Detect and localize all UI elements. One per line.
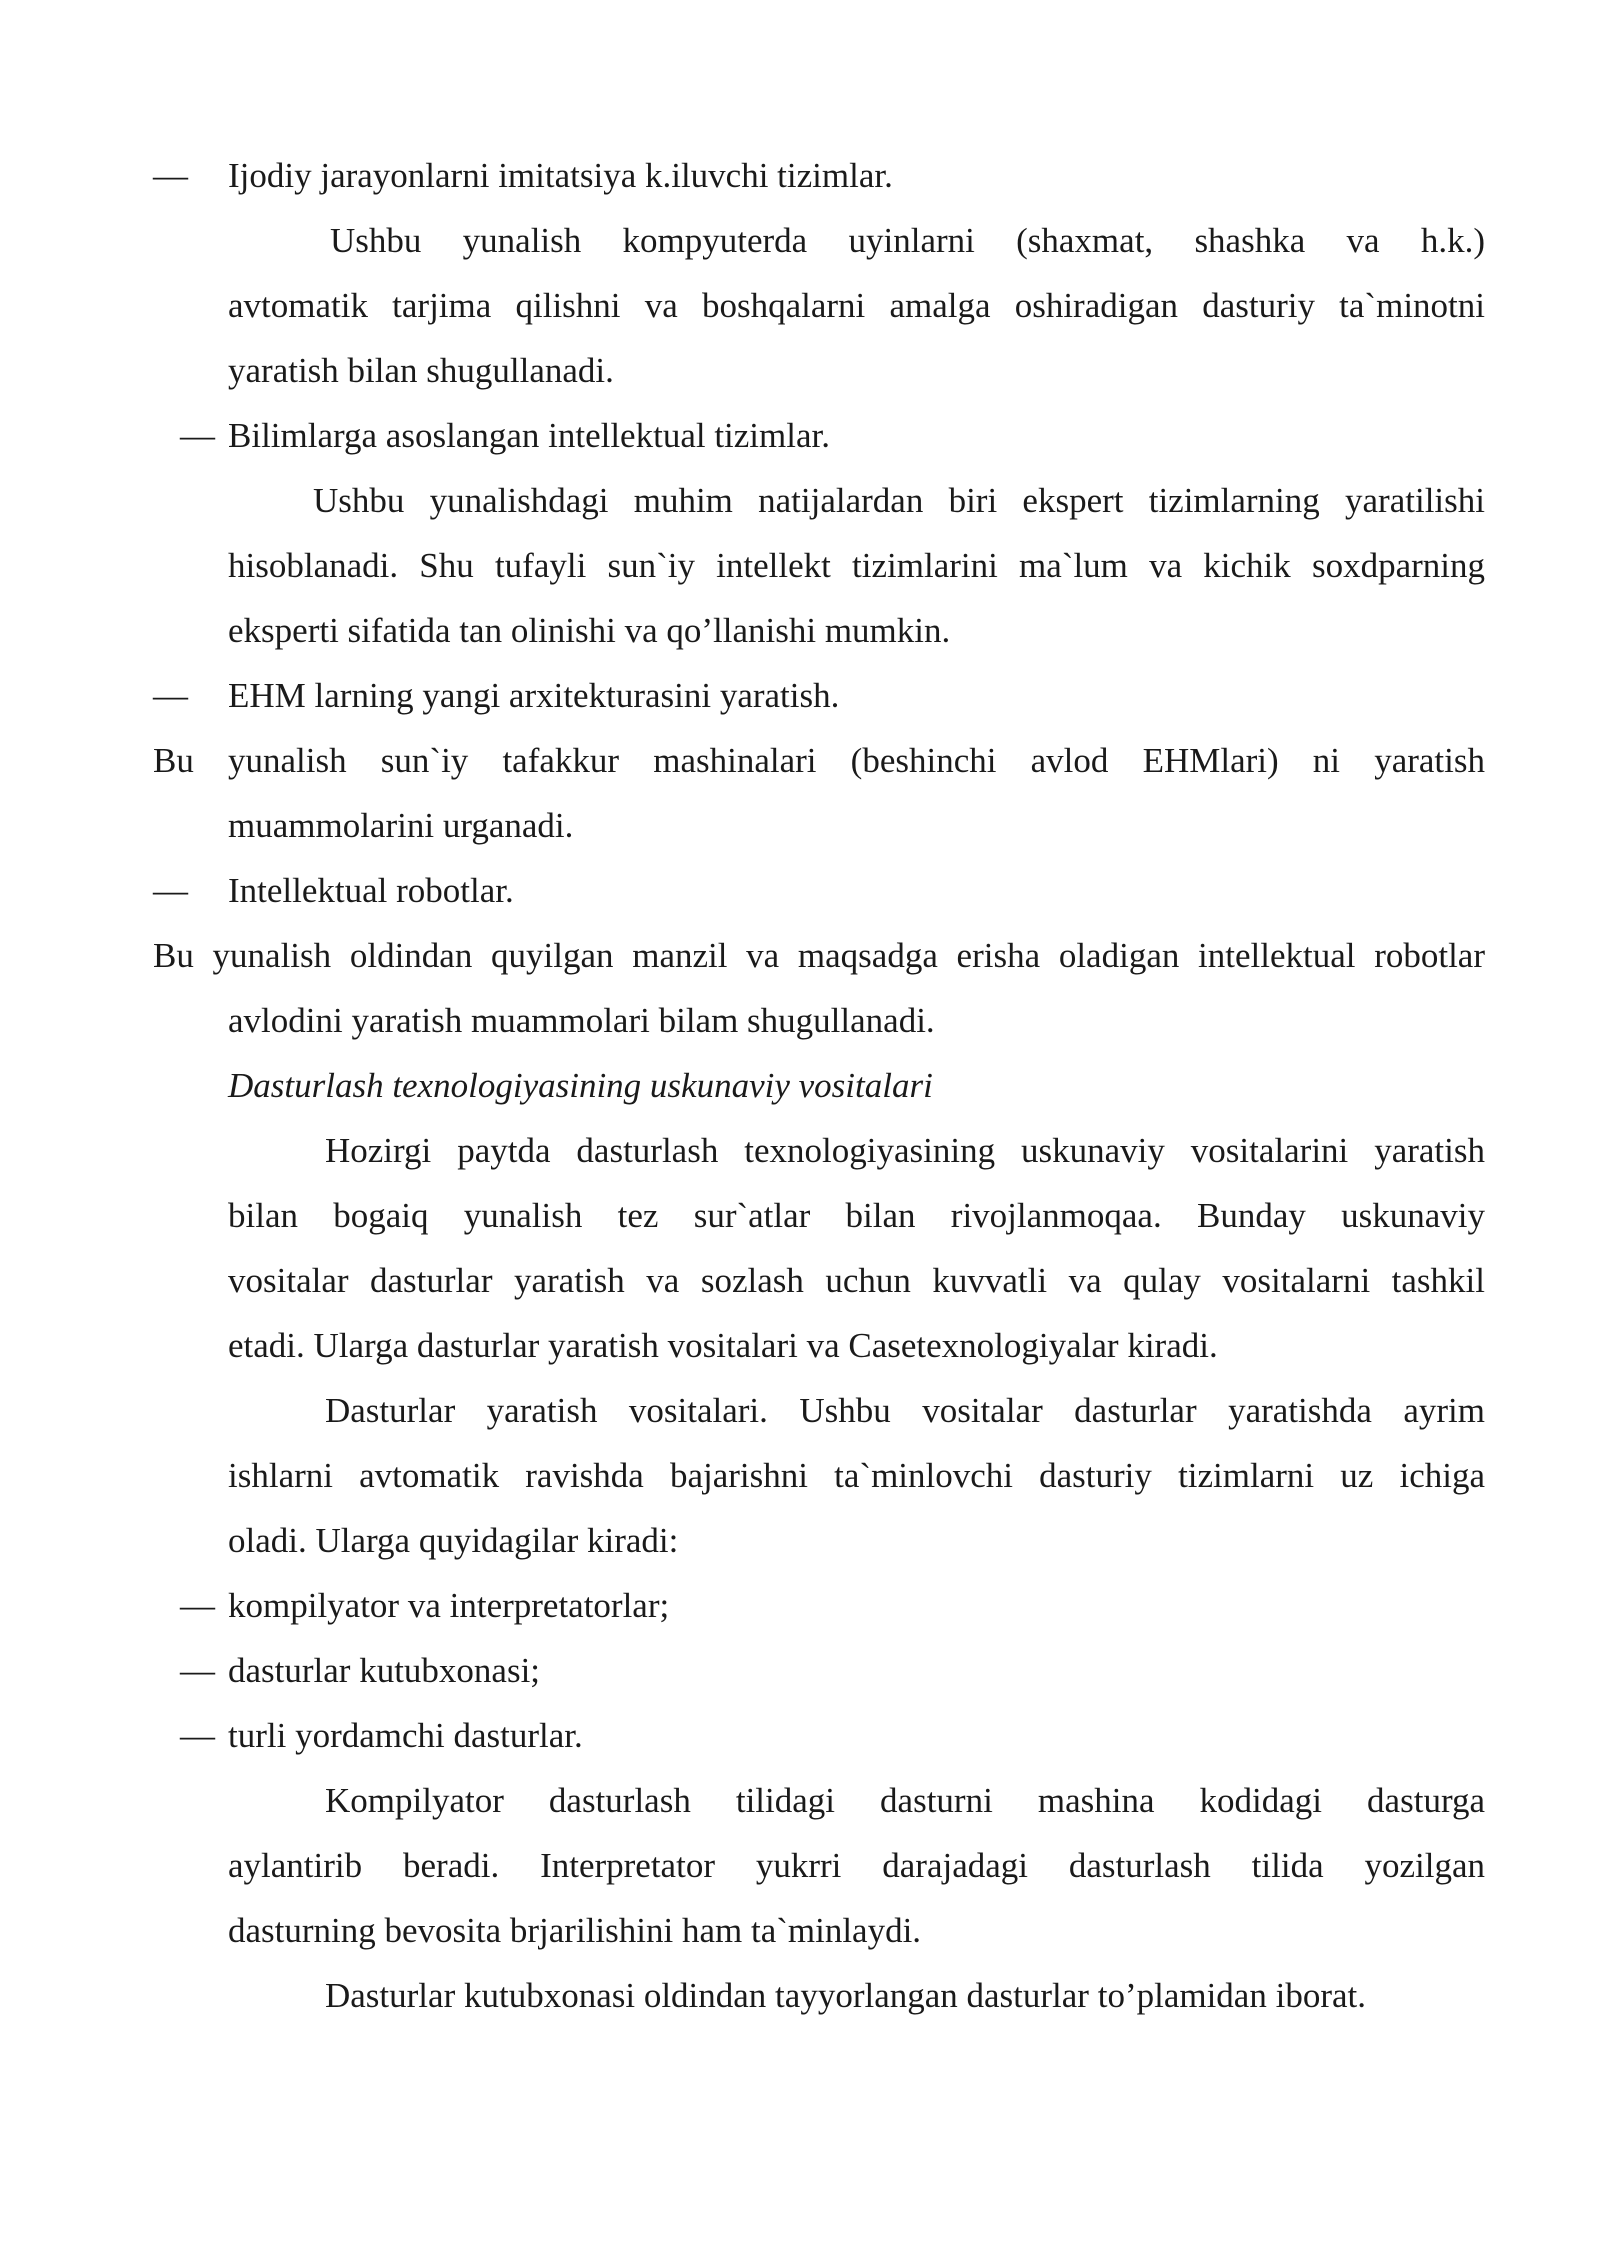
bullet-dash: — [180, 1716, 215, 1755]
paragraph-text: Ushbu yunalishdagi muhim natijalardan biri ekspert tizimlarning yaratilishi [313, 481, 1485, 520]
list-item-text: turli yordamchi dasturlar. [228, 1716, 583, 1755]
paragraph-text: yaratish bilan shugullanadi. [228, 351, 614, 390]
paragraph-text: avlodini yaratish muammolari bilam shugullanadi. [228, 1001, 935, 1040]
paragraph-line [0, 598, 1600, 663]
list-item [0, 143, 1600, 208]
paragraph-line [0, 1508, 1600, 1573]
paragraph-text: Bu yunalish sun`iy tafakkur mashinalari (beshinchi avlod EHMlari) ni yaratish [153, 741, 1485, 780]
paragraph-line [0, 1898, 1600, 1963]
paragraph-line [0, 338, 1600, 403]
paragraph-line [0, 1963, 1600, 2028]
paragraph-line [0, 1313, 1600, 1378]
paragraph-line [0, 728, 1600, 793]
list-item [0, 858, 1600, 923]
list-item [0, 663, 1600, 728]
bullet-dash: — [180, 1651, 215, 1690]
paragraph-text: muammolarini urganadi. [228, 806, 574, 845]
paragraph-line [0, 1248, 1600, 1313]
list-item-text: EHM larning yangi arxitekturasini yaratish. [228, 676, 840, 715]
paragraph-text: hisoblanadi. Shu tufayli sun`iy intellekt tizimlarini ma`lum va kichik soxdparning [228, 546, 1485, 585]
list-item-text: Bilimlarga asoslangan intellektual tizimlar. [228, 416, 830, 455]
section-heading [0, 1053, 1600, 1118]
list-item [0, 1703, 1600, 1768]
paragraph-text: etadi. Ularga dasturlar yaratish vositalari va Casetexnologiyalar kiradi. [228, 1326, 1218, 1365]
paragraph-text: Hozirgi paytda dasturlash texnologiyasining uskunaviy vositalarini yaratish [325, 1131, 1485, 1170]
list-item [0, 403, 1600, 468]
paragraph-text: Kompilyator dasturlash tilidagi dasturni mashina kodidagi dasturga [325, 1781, 1485, 1820]
list-item-text: kompilyator va interpretatorlar; [228, 1586, 670, 1625]
list-item-text: Ijodiy jarayonlarni imitatsiya k.iluvchi tizimlar. [228, 156, 893, 195]
bullet-dash: — [153, 871, 188, 910]
paragraph-line [0, 208, 1600, 273]
bullet-dash: — [180, 416, 215, 455]
paragraph-line [0, 1183, 1600, 1248]
paragraph-line [0, 1768, 1600, 1833]
list-item [0, 1573, 1600, 1638]
paragraph-line [0, 273, 1600, 338]
bullet-dash: — [153, 676, 188, 715]
paragraph-line [0, 1833, 1600, 1898]
bullet-dash: — [180, 1586, 215, 1625]
paragraph-line [0, 1443, 1600, 1508]
paragraph-text: eksperti sifatida tan olinishi va qo’llanishi mumkin. [228, 611, 951, 650]
paragraph-text: oladi. Ularga quyidagilar kiradi: [228, 1521, 679, 1560]
paragraph-line [0, 1378, 1600, 1443]
list-item [0, 1638, 1600, 1703]
paragraph-text: aylantirib beradi. Interpretator yukrri darajadagi dasturlash tilida yozilgan [228, 1846, 1485, 1885]
paragraph-text: Dasturlar kutubxonasi oldindan tayyorlangan dasturlar to’plamidan iborat. [325, 1976, 1366, 2015]
paragraph-text: Ushbu yunalish kompyuterda uyinlarni (shaxmat, shashka va h.k.) [330, 221, 1485, 260]
paragraph-line [0, 1118, 1600, 1183]
paragraph-line [0, 793, 1600, 858]
bullet-dash: — [153, 156, 188, 195]
paragraph-line [0, 468, 1600, 533]
document-body [0, 143, 1600, 2028]
paragraph-line [0, 988, 1600, 1053]
paragraph-text: dasturning bevosita brjarilishini ham ta`minlaydi. [228, 1911, 922, 1950]
paragraph-line [0, 533, 1600, 598]
paragraph-text: bilan bogaiq yunalish tez sur`atlar bilan rivojlanmoqaa. Bunday uskunaviy [228, 1196, 1485, 1235]
section-heading-text: Dasturlash texnologiyasining uskunaviy vositalari [228, 1066, 933, 1105]
list-item-text: dasturlar kutubxonasi; [228, 1651, 541, 1690]
paragraph-text: vositalar dasturlar yaratish va sozlash uchun kuvvatli va qulay vositalarni tashkil [228, 1261, 1485, 1300]
paragraph-text: Bu yunalish oldindan quyilgan manzil va maqsadga erisha oladigan intellektual robotlar [153, 936, 1485, 975]
paragraph-text: Dasturlar yaratish vositalari. Ushbu vositalar dasturlar yaratishda ayrim [325, 1391, 1485, 1430]
paragraph-text: ishlarni avtomatik ravishda bajarishni ta`minlovchi dasturiy tizimlarni uz ichiga [228, 1456, 1485, 1495]
paragraph-line [0, 923, 1600, 988]
list-item-text: Intellektual robotlar. [228, 871, 514, 910]
paragraph-text: avtomatik tarjima qilishni va boshqalarni amalga oshiradigan dasturiy ta`minotni [228, 286, 1485, 325]
